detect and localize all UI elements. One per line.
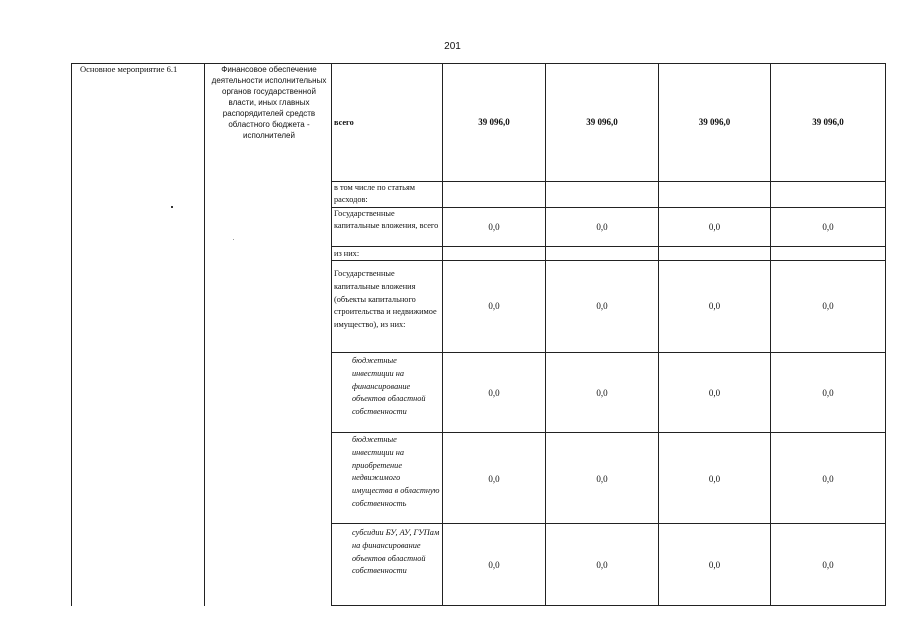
row-value: 39 096,0	[478, 117, 510, 127]
row-value: 0,0	[488, 474, 500, 484]
row-label: бюджетные инвестиции на финансирование объектов областной собственности	[352, 356, 426, 417]
row-value: 0,0	[488, 222, 500, 232]
page-number: 201	[444, 41, 461, 52]
row-value: 0,0	[822, 301, 834, 311]
row-label: Государственные капитальные вложения (объекты капитального строительства и недвижимое имущество), из них:	[334, 269, 437, 330]
row-label: всего	[334, 118, 354, 127]
event-label: Основное мероприятие 6.1	[80, 64, 178, 74]
row-value: 0,0	[708, 388, 721, 398]
table-left-border	[71, 63, 72, 606]
row-value: 39 096,0	[698, 117, 731, 127]
row-border	[331, 352, 886, 353]
row-label: бюджетные инвестиции на приобретение недвижимого имущества в областную собственность	[352, 435, 440, 508]
row-value: 0,0	[596, 388, 608, 398]
row-border	[331, 260, 886, 261]
row-value: 0,0	[488, 388, 500, 398]
row-value: 0,0	[708, 474, 721, 484]
column-divider	[204, 63, 205, 606]
row-border	[331, 246, 886, 247]
row-label: из них:	[334, 249, 360, 258]
row-value: 39 096,0	[812, 117, 844, 127]
row-value: 0,0	[488, 560, 500, 570]
row-border	[331, 432, 886, 433]
row-border	[331, 523, 886, 524]
table-bottom-border	[331, 605, 886, 606]
row-value: 0,0	[822, 222, 834, 232]
event-description: Финансовое обеспечение деятельности исполнительных органов государственной власти, иных главных распорядителей средств областного бюджета - исполнителей	[211, 65, 327, 140]
row-value: 0,0	[596, 301, 608, 311]
row-value: 0,0	[596, 560, 608, 570]
row-value: 0,0	[488, 301, 500, 311]
row-value: 0,0	[822, 560, 834, 570]
scan-speck	[171, 206, 173, 208]
row-label: в том числе по статьям расходов:	[334, 183, 416, 204]
scan-speck	[233, 239, 234, 240]
row-value: 0,0	[822, 388, 834, 398]
row-label: Государственные капитальные вложения, всего	[334, 209, 439, 230]
row-value: 0,0	[596, 474, 608, 484]
row-value: 39 096,0	[586, 117, 618, 127]
row-value: 0,0	[596, 222, 608, 232]
row-value: 0,0	[708, 222, 721, 232]
row-value: 0,0	[708, 560, 721, 570]
row-value: 0,0	[822, 474, 834, 484]
row-value: 0,0	[708, 301, 721, 311]
row-label: субсидии БУ, АУ, ГУПам на финансирование объектов областной собственности	[352, 528, 440, 576]
